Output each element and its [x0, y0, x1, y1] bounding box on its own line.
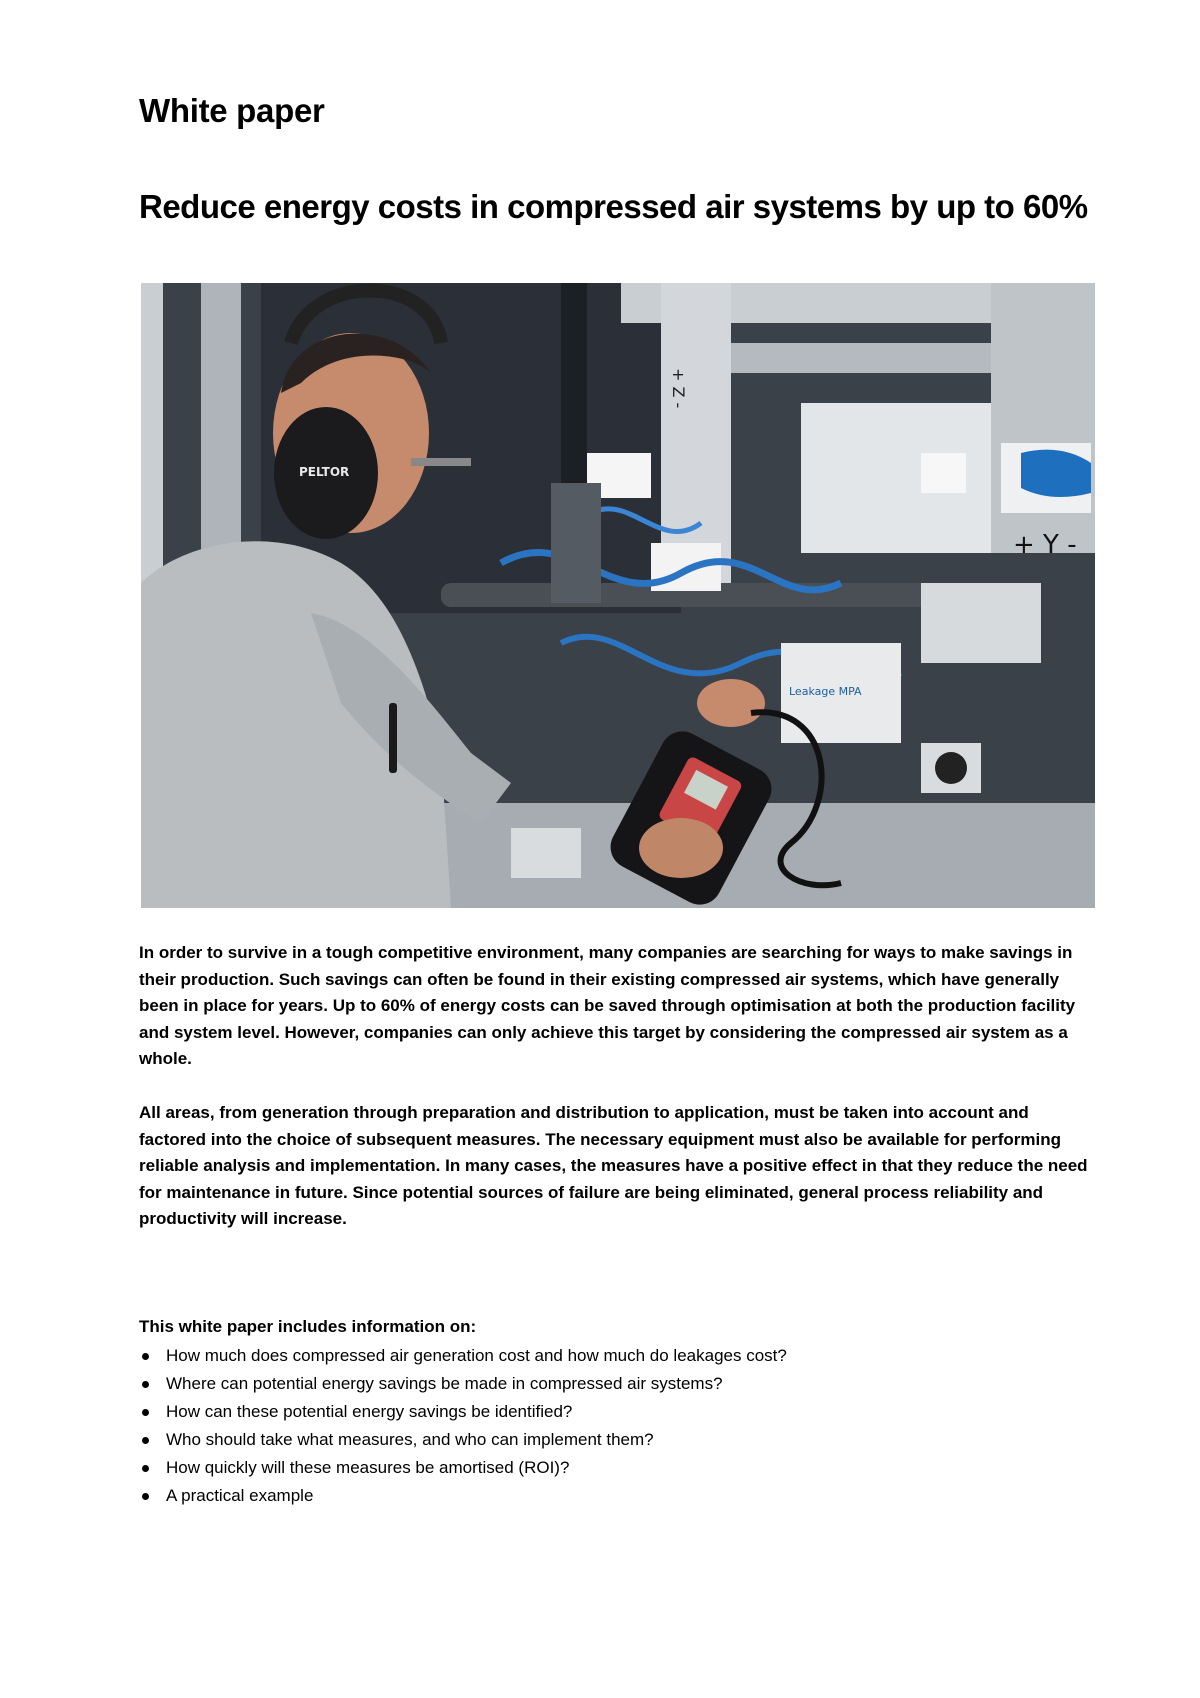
- includes-heading: This white paper includes information on:: [139, 1317, 477, 1336]
- round-sensor: [935, 752, 967, 784]
- safety-glasses: [411, 458, 471, 466]
- valve-terminal: [551, 483, 601, 603]
- includes-list: [139, 1342, 787, 1510]
- list-item: Who should take what measures, and who can implement them?: [139, 1426, 787, 1454]
- document-type-label: White paper: [139, 92, 325, 129]
- z-axis-label: + Z -: [669, 368, 688, 409]
- intro-paragraph: In order to survive in a tough competitive environment, many companies are searching for ways to make savings in their production. Such savings can often be found in their existing compressed air systems, which have generally been in place for years. Up to 60% of energy costs can be saved through optimisation at both the production facility and system level. However, companies can only achieve this target by considering the compressed air system as a whole.: [139, 943, 1076, 1069]
- list-item: A practical example: [139, 1482, 787, 1510]
- list-item: How can these potential energy savings be identified?: [139, 1398, 787, 1426]
- document-title: Reduce energy costs in compressed air systems by up to 60%: [139, 188, 1088, 225]
- hero-photo-illustration: [141, 283, 1095, 908]
- scope-paragraph: All areas, from generation through preparation and distribution to application, must be taken into account and factored into the choice of subsequent measures. The necessary equipment must also be available for performing reliable analysis and implementation. In many cases, the measures have a positive effect in that they reduce the need for maintenance in future. Since potential sources of failure are being eliminated, general process reliability and productivity will increase.: [139, 1103, 1088, 1229]
- meter-device-label: Leakage MPA: [789, 685, 862, 698]
- list-item: How quickly will these measures be amortised (ROI)?: [139, 1454, 787, 1482]
- list-item: Where can potential energy savings be made in compressed air systems?: [139, 1370, 787, 1398]
- shaft-coupling: [921, 583, 1041, 663]
- person-left-hand: [639, 818, 723, 878]
- earmuff-brand-label: PELTOR: [299, 465, 350, 479]
- lanyard: [389, 703, 397, 773]
- tag-3: [921, 453, 966, 493]
- person-right-hand: [697, 679, 765, 727]
- small-component: [511, 828, 581, 878]
- z-axis-column: [661, 283, 731, 583]
- list-item: How much does compressed air generation cost and how much do leakages cost?: [139, 1342, 787, 1370]
- hero-photo: [141, 283, 1095, 908]
- y-axis-label: + Y -: [1013, 530, 1077, 560]
